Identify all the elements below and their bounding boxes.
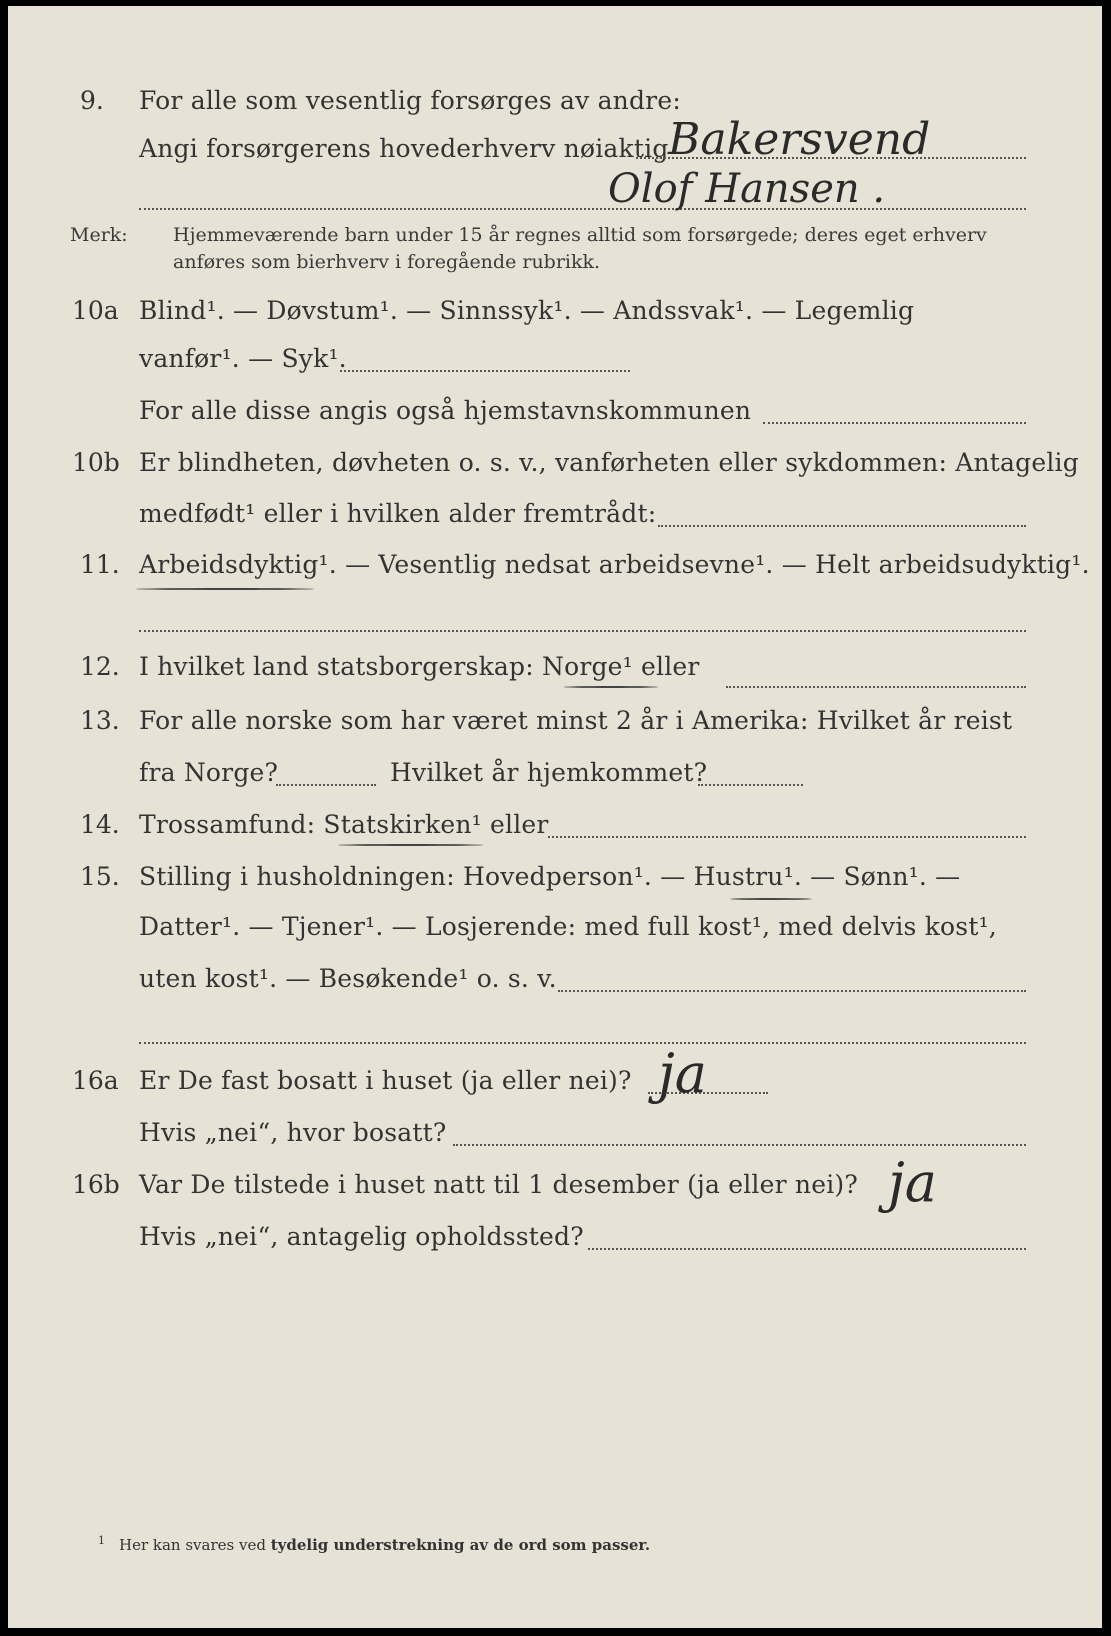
q16a-line2: Hvis „nei“, hvor bosatt? bbox=[139, 1118, 447, 1147]
q16b-line2: Hvis „nei“, antagelig opholdssted? bbox=[139, 1222, 584, 1251]
footnote-text-bold: tydelig understrekning av de ord som passer. bbox=[270, 1536, 651, 1554]
q16a-line1: Er De fast bosatt i huset (ja eller nei)? bbox=[139, 1066, 632, 1095]
q15-underline-hustru bbox=[730, 898, 812, 900]
q11-underline-arbeidsdyktig bbox=[136, 588, 314, 590]
q12-underline-norge bbox=[564, 686, 658, 688]
q10b-line2: medfødt¹ eller i hvilken alder fremtrådt: bbox=[139, 499, 657, 528]
q12-answer-line bbox=[726, 686, 1026, 688]
q15-line1: Stilling i husholdningen: Hovedperson¹. — Hustru¹. — Sønn¹. — bbox=[139, 862, 961, 891]
q14-underline-statskirken bbox=[338, 844, 483, 846]
q10a-answer-line bbox=[340, 370, 630, 372]
q14-answer-line bbox=[548, 836, 1026, 838]
q12-number: 12. bbox=[80, 652, 120, 681]
q15-answer-line bbox=[558, 990, 1026, 992]
q13-line1: For alle norske som har været minst 2 år i Amerika: Hvilket år reist bbox=[139, 706, 1013, 735]
q9-handwritten-occupation: Bakersvend bbox=[668, 114, 931, 165]
q13-line2b: Hvilket år hjemkommet? bbox=[390, 758, 708, 787]
q9-number: 9. bbox=[80, 86, 104, 115]
q13-number: 13. bbox=[80, 706, 120, 735]
q15-answer-line2 bbox=[139, 1042, 1026, 1044]
q9-line1: For alle som vesentlig forsørges av andre: bbox=[139, 86, 681, 115]
merk-label: Merk: bbox=[70, 224, 128, 246]
q10a-line1: Blind¹. — Døvstum¹. — Sinnssyk¹. — Andssvak¹. — Legemlig bbox=[139, 296, 915, 325]
q16b-handwritten-answer: ja bbox=[888, 1151, 937, 1214]
q16b-line1: Var De tilstede i huset natt til 1 desember (ja eller nei)? bbox=[139, 1170, 858, 1199]
census-form-page bbox=[8, 6, 1102, 1628]
q10a-number: 10a bbox=[72, 296, 119, 325]
q9-handwritten-name: Olof Hansen . bbox=[608, 166, 886, 212]
q13-answer-line-reist bbox=[276, 784, 376, 786]
q16a-handwritten-answer: ja bbox=[658, 1042, 707, 1105]
q14-line1: Trossamfund: Statskirken¹ eller bbox=[139, 810, 549, 839]
q16b-number: 16b bbox=[72, 1170, 120, 1199]
q16a-answer-line2 bbox=[453, 1144, 1026, 1146]
footnote-text-plain: Her kan svares ved bbox=[119, 1536, 271, 1554]
footnote-mark: 1 bbox=[98, 1534, 105, 1547]
q9-answer-line2 bbox=[139, 208, 1026, 210]
q10b-line1: Er blindheten, døvheten o. s. v., vanførheten eller sykdommen: Antagelig bbox=[139, 448, 1079, 477]
q14-number: 14. bbox=[80, 810, 120, 839]
q11-answer-line bbox=[139, 630, 1026, 632]
q15-line3: uten kost¹. — Besøkende¹ o. s. v. bbox=[139, 964, 557, 993]
q16b-answer-line bbox=[588, 1248, 1026, 1250]
q10a-answer-line2 bbox=[763, 422, 1026, 424]
q10a-line2: vanfør¹. — Syk¹. bbox=[139, 344, 347, 373]
q13-answer-line-hjemkommet bbox=[698, 784, 803, 786]
q10b-number: 10b bbox=[72, 448, 120, 477]
merk-line1: Hjemmeværende barn under 15 år regnes alltid som forsørgede; deres eget erhverv bbox=[173, 224, 987, 246]
q11-number: 11. bbox=[80, 550, 120, 579]
q10b-answer-line bbox=[658, 525, 1026, 527]
footnote bbox=[98, 1534, 650, 1554]
q16a-number: 16a bbox=[72, 1066, 119, 1095]
q11-line1: Arbeidsdyktig¹. — Vesentlig nedsat arbeidsevne¹. — Helt arbeidsudyktig¹. bbox=[139, 550, 1090, 579]
q10a-line3: For alle disse angis også hjemstavnskommunen bbox=[139, 396, 752, 425]
merk-line2: anføres som bierhverv i foregående rubrikk. bbox=[173, 251, 601, 273]
q12-line1: I hvilket land statsborgerskap: Norge¹ eller bbox=[139, 652, 700, 681]
q9-line2: Angi forsørgerens hovederhverv nøiaktig bbox=[139, 134, 669, 163]
q15-number: 15. bbox=[80, 862, 120, 891]
q13-line2a: fra Norge? bbox=[139, 758, 279, 787]
q15-line2: Datter¹. — Tjener¹. — Losjerende: med full kost¹, med delvis kost¹, bbox=[139, 912, 997, 941]
